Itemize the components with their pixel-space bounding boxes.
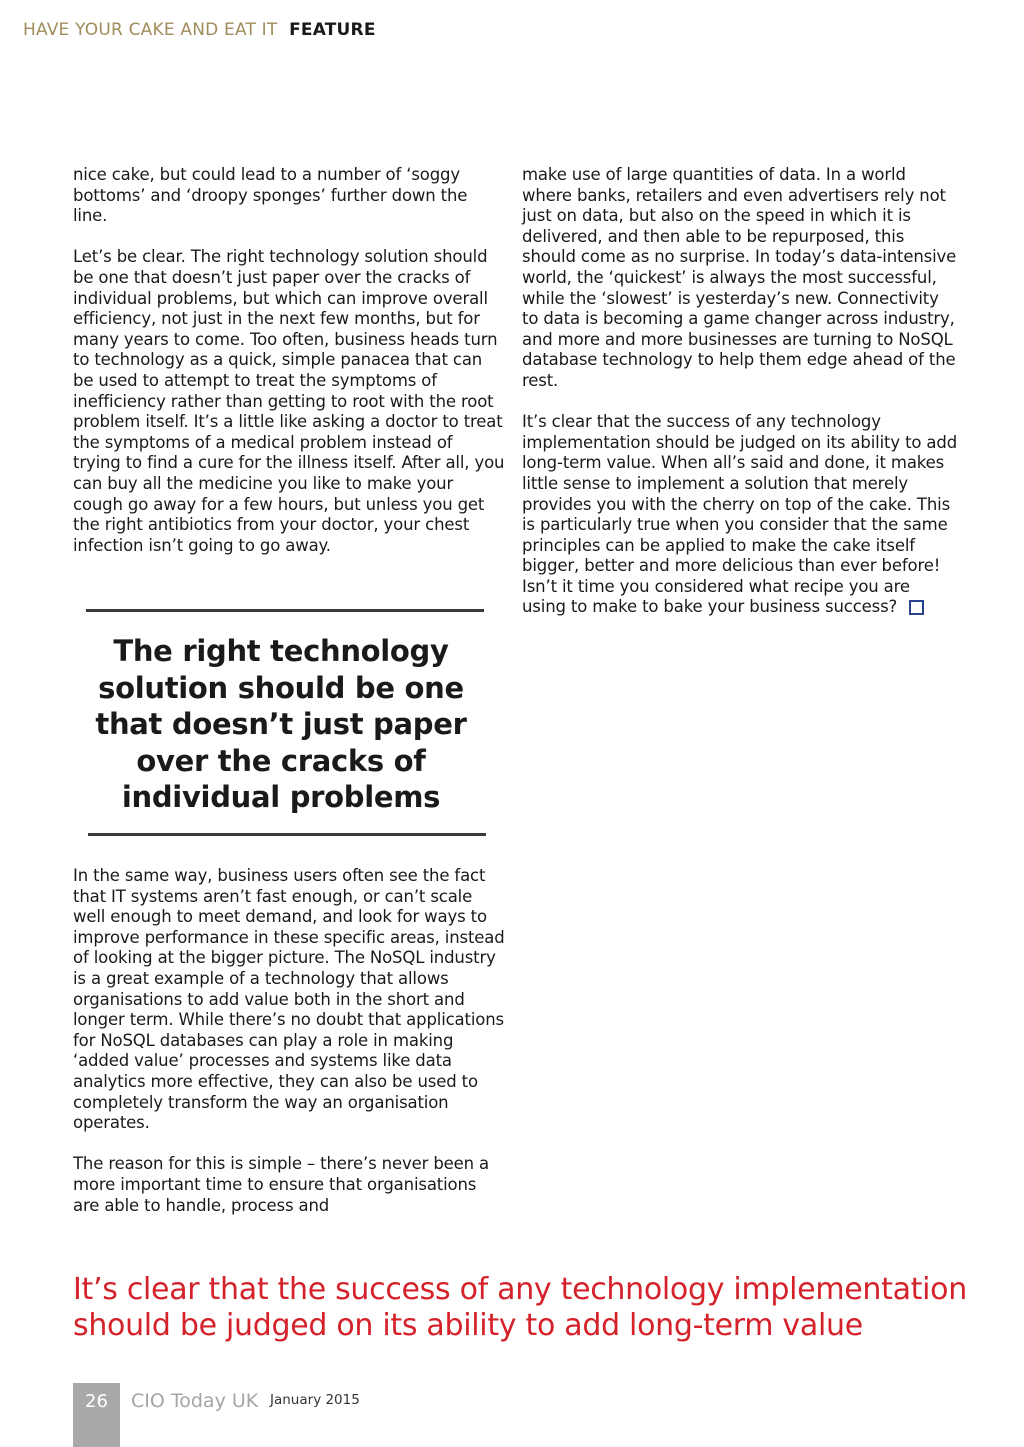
- page-number-tab: [73, 1383, 120, 1447]
- body-paragraph: The reason for this is simple – there’s never been a more important time to ensure that organisations are able to handle, process and: [73, 1154, 490, 1215]
- left-column-top: [73, 165, 505, 577]
- body-paragraph: Let’s be clear. The right technology solution should be one that doesn’t just paper over the cracks of individual problems, but which can improve overall efficiency, not just in the next few months, but for many years to come. Too often, business heads turn to technology as a quick, simple panacea that can be used to attempt to treat the symptoms of inefficiency rather than getting to root with the root problem itself. It’s a little like asking a doctor to treat the symptoms of a medical problem instead of trying to find a cure for the illness itself. After all, you can buy all the medicine you like to make your cough go away for a few hours, but unless you get the right antibiotics from your doctor, your chest infection isn’t going to go away.: [73, 247, 505, 555]
- closing-paragraph: [522, 412, 958, 618]
- pullquote-bottom-rule: [88, 833, 486, 836]
- body-paragraph: make use of large quantities of data. In a world where banks, retailers and even advertisers rely not just on data, but also on the speed in which it is delivered, and then able to be repurposed, this should come as no surprise. In today’s data-intensive world, the ‘quickest’ is always the most successful, while the ‘slowest’ is yesterday’s new. Connectivity to data is becoming a game changer across industry, and more and more businesses are turning to NoSQL database technology to help them edge ahead of the rest.: [522, 165, 957, 390]
- right-column: [522, 165, 958, 639]
- pullquote-top-rule: [86, 609, 484, 612]
- section-label: FEATURE: [289, 20, 376, 40]
- page-number: 26: [85, 1391, 108, 1412]
- body-paragraph: In the same way, business users often see the fact that IT systems aren’t fast enough, or can’t scale well enough to meet demand, and look for ways to improve performance in these specific areas, instead of looking at the bigger picture. The NoSQL industry is a great example of a technology that allows organisations to add value both in the short and longer term. While there’s no doubt that applications for NoSQL databases can play a role in making ‘added value’ processes and systems like data analytics more effective, they can also be used to completely transform the way an organisation operates.: [73, 866, 505, 1133]
- left-column-bottom: [73, 866, 505, 1237]
- body-paragraph: nice cake, but could lead to a number of ‘soggy bottoms’ and ‘droopy sponges’ further down the line.: [73, 165, 468, 226]
- end-marker-icon: [909, 600, 924, 615]
- closing-text: It’s clear that the success of any technology implementation should be judged on its ability to add long-term value. When all’s said and done, it makes little sense to implement a solution that merely provides you with the cherry on top of the cake. This is particularly true when you consider that the same principles can be applied to make the cake itself bigger, better and more delicious than ever before! Isn’t it time you considered what recipe you are using to make to bake your business success?: [522, 412, 958, 617]
- issue-date: January 2015: [270, 1392, 360, 1408]
- highlight-quote: It’s clear that the success of any technology implementation should be judged on its ability to add long-term value: [73, 1272, 967, 1343]
- running-header: [23, 20, 376, 40]
- magazine-name: CIO Today UK: [131, 1390, 259, 1412]
- pullquote: The right technology solution should be one that doesn’t just paper over the cracks of individual problems: [95, 634, 467, 814]
- section-title: HAVE YOUR CAKE AND EAT IT: [23, 20, 278, 40]
